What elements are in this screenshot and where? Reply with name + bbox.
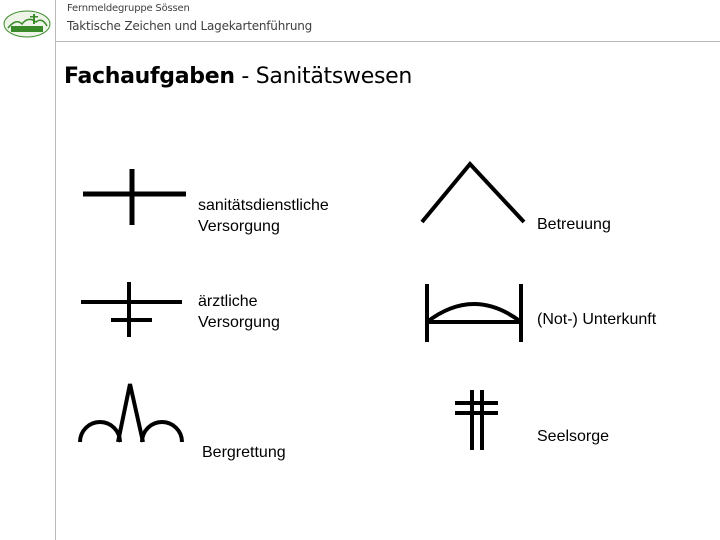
organization-logo [2, 8, 52, 38]
left-rule [55, 0, 56, 540]
organization-name: Fernmeldegruppe Sössen [67, 3, 190, 14]
presentation-subtitle: Taktische Zeichen und Lagekartenführung [67, 19, 313, 33]
title-bold: Fachaufgaben [64, 64, 235, 89]
symbol-label-shelter: (Not-) Unterkunft [537, 311, 657, 328]
symbol-label-medical-supply: sanitätsdienstliche Versorgung [198, 197, 329, 235]
title-rest: - Sanitätswesen [234, 64, 412, 89]
shelter-icon [420, 278, 530, 348]
cross-medical-supply-icon [80, 165, 190, 230]
symbol-label-mountain-rescue: Bergrettung [202, 444, 286, 461]
header-rule [55, 41, 720, 42]
symbol-label-care: Betreuung [537, 216, 611, 233]
pastoral-care-icon [450, 386, 506, 452]
chevron-care-icon [418, 158, 530, 228]
page-title [64, 64, 412, 89]
mountain-rescue-icon [76, 376, 186, 466]
symbol-label-pastoral-care: Seelsorge [537, 428, 610, 445]
symbol-label-medical-care: ärztliche Versorgung [198, 293, 280, 331]
double-cross-medical-care-icon [78, 270, 188, 342]
